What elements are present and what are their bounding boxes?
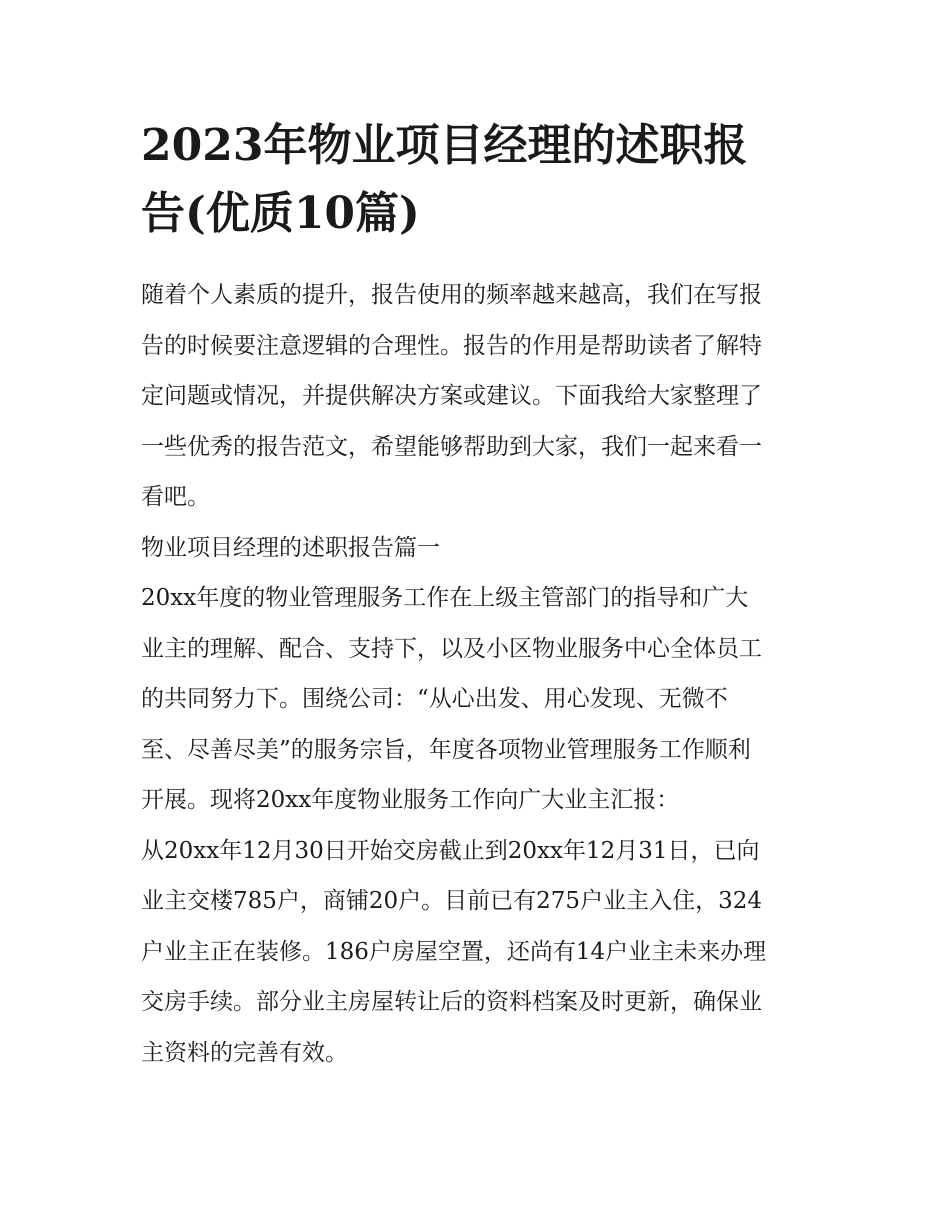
title-line: 告(优质10篇)	[141, 188, 420, 239]
body-line: 业主的理解、配合、支持下，以及小区物业服务中心全体员工	[141, 635, 762, 662]
body-line: 业主交楼785户，商铺20户。目前已有275户业主入住，324	[141, 888, 762, 914]
body-line: 一些优秀的报告范文，希望能够帮助到大家，我们一起来看一	[141, 433, 762, 460]
document-title	[141, 112, 813, 248]
document-body	[141, 270, 813, 1078]
title-line: 2023年物业项目经理的述职报	[141, 120, 748, 171]
body-line: 看吧。	[141, 484, 210, 510]
body-line: 告的时候要注意逻辑的合理性。报告的作用是帮助读者了解特	[141, 332, 762, 359]
body-line: 的共同努力下。围绕公司：“从心出发、用心发现、无微不	[141, 686, 728, 712]
document-page	[141, 112, 813, 1078]
body-line: 随着个人素质的提升，报告使用的频率越来越高，我们在写报	[141, 282, 762, 308]
body-line: 户业主正在装修。186户房屋空置，还尚有14户业主未来办理	[141, 938, 767, 965]
section-heading: 物业项目经理的述职报告篇一	[141, 534, 440, 561]
body-line: 开展。现将20xx年度物业服务工作向广大业主汇报：	[141, 787, 680, 813]
body-line: 定问题或情况，并提供解决方案或建议。下面我给大家整理了	[141, 383, 762, 409]
body-line: 交房手续。部分业主房屋转让后的资料档案及时更新，确保业	[141, 989, 762, 1015]
body-line: 从20xx年12月30日开始交房截止到20xx年12月31日，已向	[141, 837, 760, 864]
body-line: 20xx年度的物业管理服务工作在上级主管部门的指导和广大	[141, 585, 749, 611]
body-line: 至、尽善尽美”的服务宗旨，年度各项物业管理服务工作顺利	[141, 736, 751, 763]
body-line: 主资料的完善有效。	[141, 1039, 348, 1066]
